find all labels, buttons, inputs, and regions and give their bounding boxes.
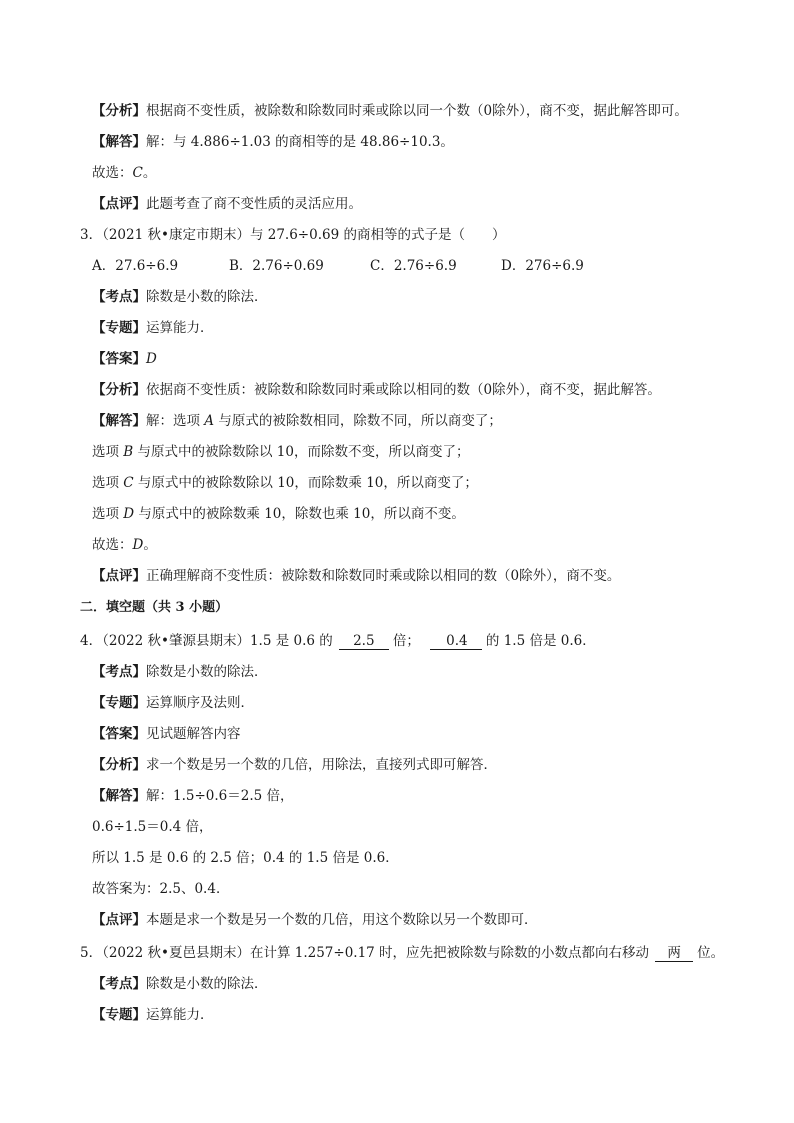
q4-solution-line	[92, 787, 294, 805]
q3-answer-line	[92, 350, 157, 368]
q3-line-c	[92, 474, 478, 492]
choice-letter: C	[132, 165, 143, 181]
q4-solution-text: 解：1.5÷0.6＝2.5 倍，	[146, 788, 294, 804]
choice-letter: D	[132, 537, 144, 553]
q5-blank-value: 两	[667, 945, 681, 961]
topic-tag: 【专题】	[92, 1007, 146, 1023]
q4-comment-line	[92, 911, 538, 929]
q2-solution-line	[92, 133, 454, 151]
q5-blank	[655, 945, 693, 962]
choice-prefix: 故选：	[92, 165, 133, 181]
point-tag: 【考点】	[92, 289, 146, 305]
q3-line-d	[92, 505, 465, 523]
q4-answer-text: 见试题解答内容	[146, 726, 241, 742]
q2-analysis-text: 根据商不变性质，被除数和除数同时乘或除以同一个数（0除外），商不变，据此解答即可。	[146, 103, 688, 119]
q4-stem-part-c: 的 1.5 倍是 0.6．	[485, 633, 596, 649]
q4-line-4: 故答案为：2.5、0.4．	[92, 881, 230, 897]
line-c-letter: C	[123, 475, 134, 491]
q3-point-line	[92, 288, 268, 306]
comment-tag: 【点评】	[92, 196, 146, 212]
answer-tag: 【答案】	[92, 351, 146, 367]
topic-tag: 【专题】	[92, 320, 146, 336]
q5-stem	[80, 944, 724, 962]
q3-analysis-line	[92, 381, 661, 399]
q3-choice-line	[92, 536, 157, 554]
solution-tag: 【解答】	[92, 134, 146, 150]
q2-solution-text: 解：与 4.886÷1.03 的商相等的是 48.86÷10.3。	[146, 134, 454, 150]
q5-stem-part-b: 位。	[697, 945, 725, 961]
line-b-suffix: 与原式中的被除数除以 10，而除数不变，所以商变了；	[133, 444, 470, 460]
point-tag: 【考点】	[92, 976, 146, 992]
q3-options	[92, 257, 584, 275]
line-c-prefix: 选项	[92, 475, 124, 491]
analysis-tag: 【分析】	[92, 757, 146, 773]
analysis-tag: 【分析】	[92, 382, 146, 398]
q3-comment-text: 正确理解商不变性质：被除数和除数同时乘或除以相同的数（0除外），商不变。	[146, 568, 621, 584]
q4-point-line	[92, 663, 268, 681]
q5-point-line	[92, 975, 268, 993]
line-c-suffix: 与原式中的被除数除以 10，而除数乘 10，所以商变了；	[133, 475, 478, 491]
choice-prefix: 故选：	[92, 537, 133, 553]
solution-prefix: 解：选项	[146, 413, 205, 429]
q3-comment-line	[92, 567, 620, 585]
q3-solution-line	[92, 412, 502, 430]
q4-blank-1	[339, 633, 388, 650]
q4-blank-1-value: 2.5	[353, 633, 375, 649]
comment-tag: 【点评】	[92, 568, 146, 584]
q4-blank-2-value: 0.4	[446, 633, 468, 649]
q4-analysis-text: 求一个数是另一个数的几倍，用除法，直接列式即可解答．	[146, 757, 497, 773]
q3-line-b	[92, 443, 469, 461]
q3-answer-text: D	[146, 351, 157, 367]
q2-choice-line	[92, 164, 156, 182]
q4-topic-line	[92, 694, 254, 712]
q5-stem-part-a: 5．（2022 秋•夏邑县期末）在计算 1.257÷0.17 时，应先把被除数与除数的小数点都向右移动	[80, 945, 650, 961]
q4-stem-part-b: 倍；	[392, 633, 420, 649]
q5-topic-line	[92, 1006, 214, 1024]
choice-suffix: 。	[143, 537, 157, 553]
q4-comment-text: 本题是求一个数是另一个数的几倍，用这个数除以另一个数即可．	[146, 912, 538, 928]
line-d-letter: D	[123, 506, 135, 522]
section-heading: 二．填空题（共 3 小题）	[80, 600, 229, 615]
q5-topic-text: 运算能力．	[146, 1007, 214, 1023]
q4-analysis-line	[92, 756, 497, 774]
q4-stem	[80, 632, 596, 650]
analysis-tag: 【分析】	[92, 103, 146, 119]
line-d-suffix: 与原式中的被除数乘 10，除数也乘 10，所以商不变。	[134, 506, 465, 522]
solution-letter: A	[204, 413, 215, 429]
line-d-prefix: 选项	[92, 506, 124, 522]
q4-point-text: 除数是小数的除法．	[146, 664, 268, 680]
q4-line-3: 所以 1.5 是 0.6 的 2.5 倍；0.4 的 1.5 倍是 0.6．	[92, 850, 399, 866]
point-tag: 【考点】	[92, 664, 146, 680]
q4-line-2: 0.6÷1.5＝0.4 倍，	[92, 819, 213, 835]
q4-topic-text: 运算顺序及法则．	[146, 695, 254, 711]
q4-stem-part-a: 4．（2022 秋•肇源县期末）1.5 是 0.6 的	[80, 633, 333, 649]
q5-point-text: 除数是小数的除法．	[146, 976, 268, 992]
q3-point-text: 除数是小数的除法．	[146, 289, 268, 305]
q3-topic-line	[92, 319, 214, 337]
q2-comment-line	[92, 195, 362, 213]
q3-analysis-text: 依据商不变性质：被除数和除数同时乘或除以相同的数（0除外），商不变，据此解答。	[146, 382, 661, 398]
answer-tag: 【答案】	[92, 726, 146, 742]
q3-stem: 3．（2021 秋•康定市期末）与 27.6÷0.69 的商相等的式子是（ ）	[80, 227, 506, 243]
topic-tag: 【专题】	[92, 695, 146, 711]
option-a: A．27.6÷6.9	[92, 258, 179, 274]
q3-topic-text: 运算能力．	[146, 320, 214, 336]
solution-suffix: 与原式的被除数相同，除数不同，所以商变了；	[214, 413, 502, 429]
line-b-prefix: 选项	[92, 444, 124, 460]
q4-blank-2	[430, 633, 481, 650]
q4-answer-line	[92, 725, 241, 743]
q2-comment-text: 此题考查了商不变性质的灵活应用。	[146, 196, 362, 212]
option-d: D．276÷6.9	[501, 258, 584, 274]
choice-suffix: 。	[142, 165, 157, 181]
solution-tag: 【解答】	[92, 788, 146, 804]
option-b: B．2.76÷0.69	[229, 258, 324, 274]
option-c: C．2.76÷6.9	[370, 258, 457, 274]
comment-tag: 【点评】	[92, 912, 146, 928]
line-b-letter: B	[123, 444, 134, 460]
q2-analysis-line	[92, 102, 688, 120]
solution-tag: 【解答】	[92, 413, 146, 429]
